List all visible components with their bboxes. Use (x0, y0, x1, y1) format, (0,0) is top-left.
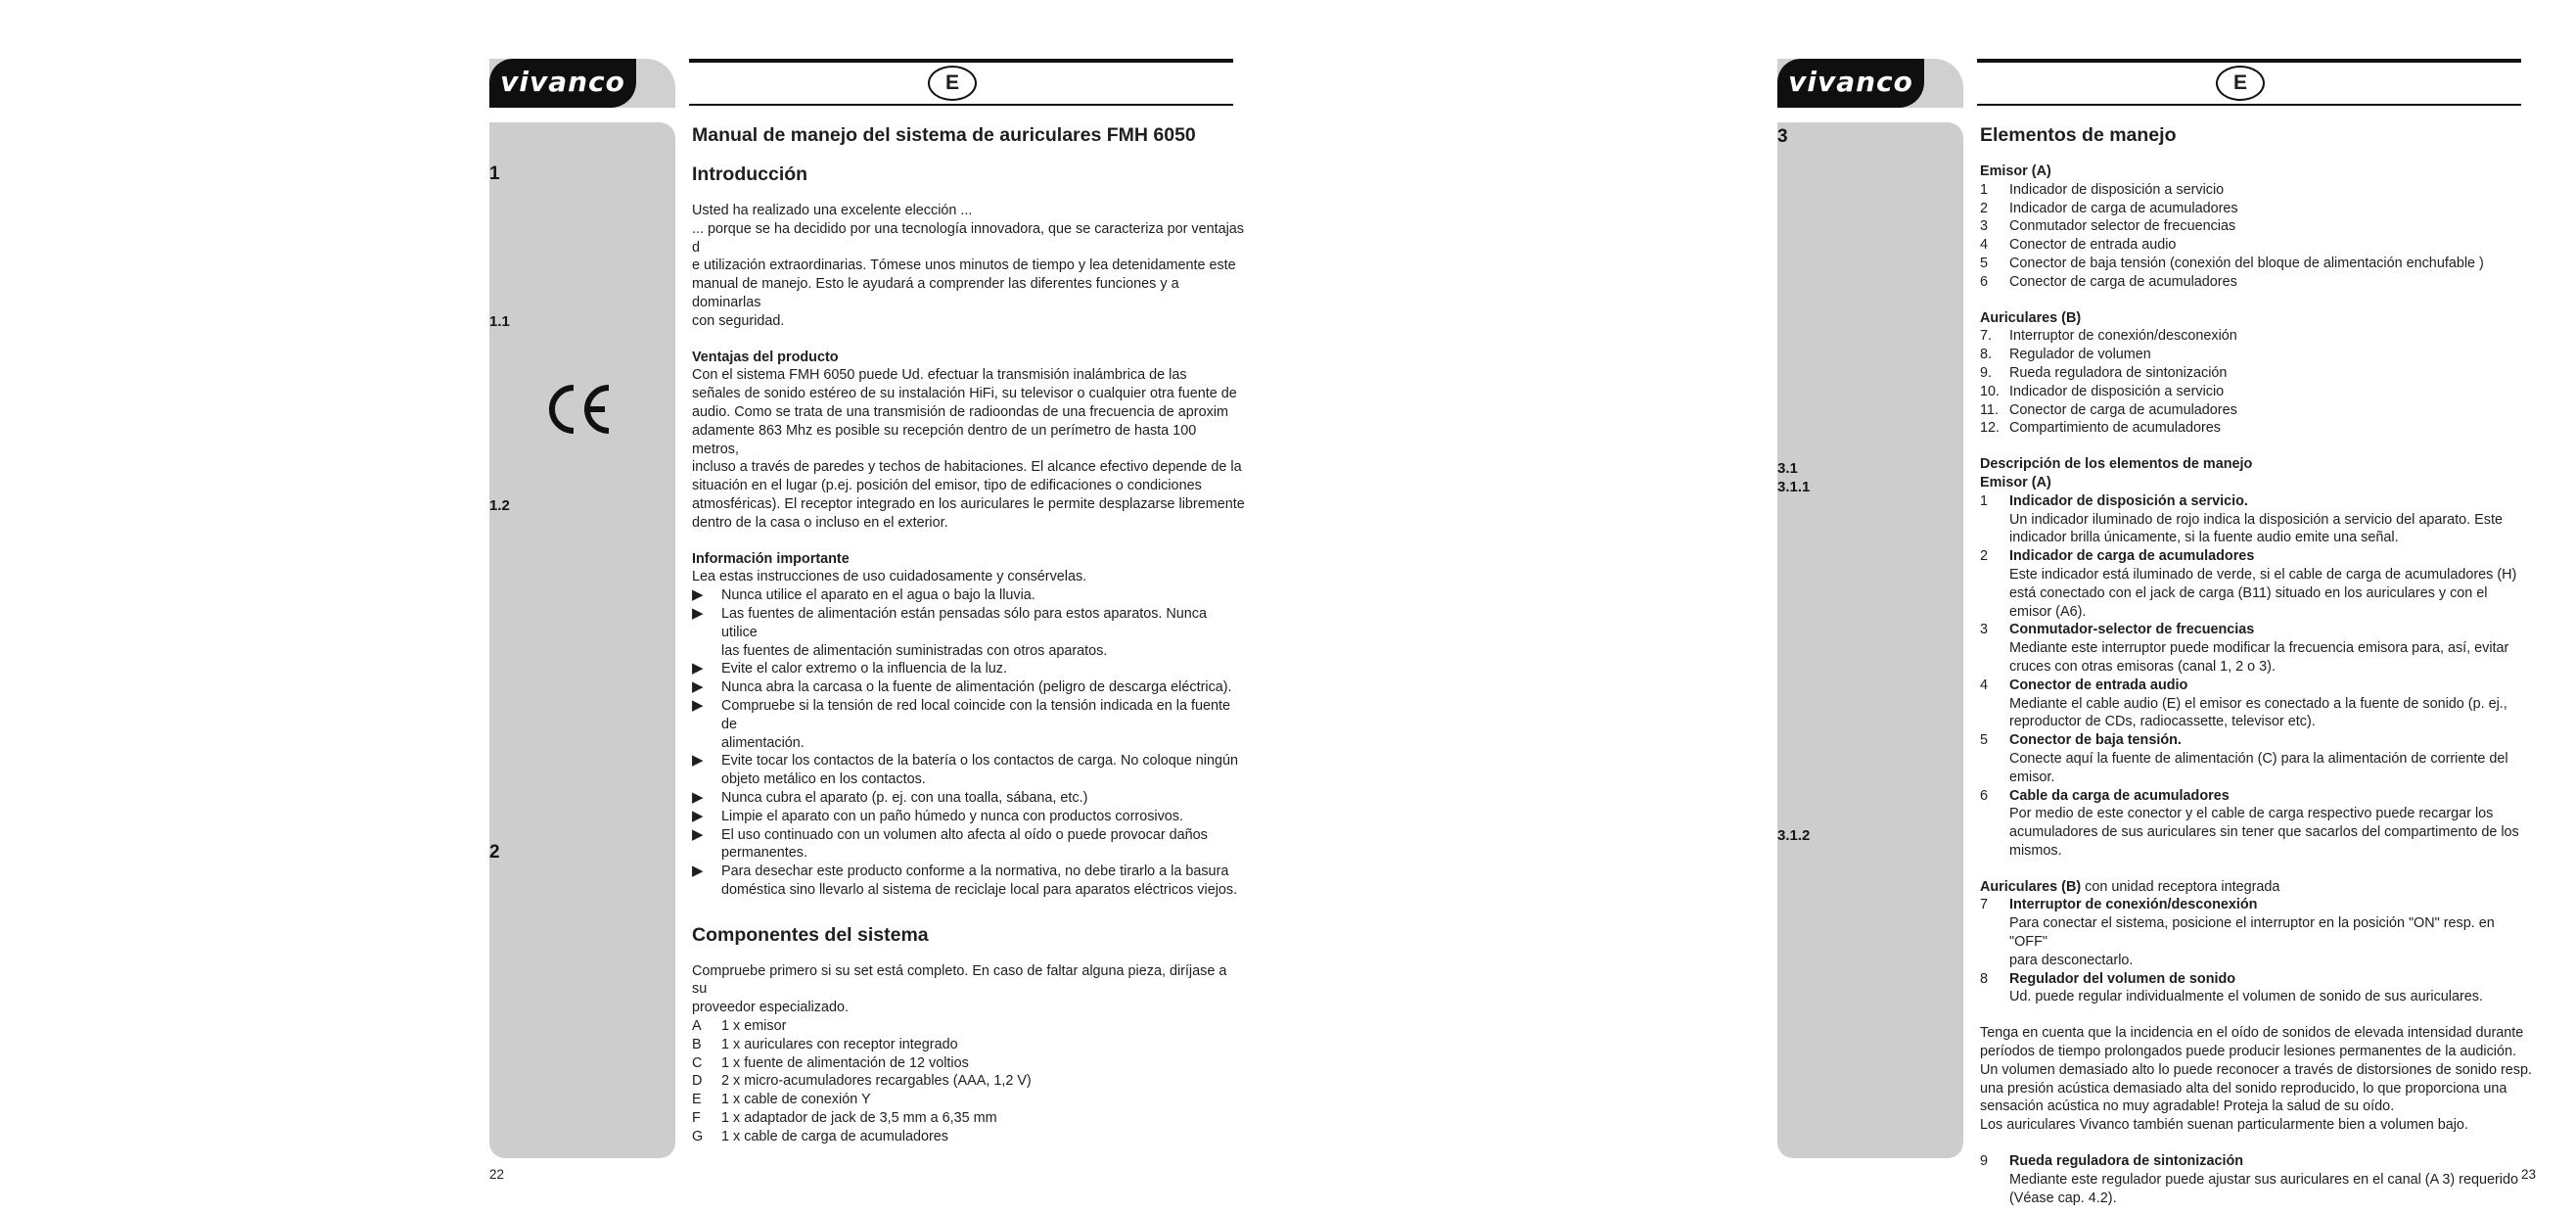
list-item-text: Conector de baja tensión (conexión del bloque de alimentación enchufable ) (2009, 255, 2484, 271)
auriculares-desc-list (1980, 896, 2533, 1006)
vivanco-logo (1777, 59, 1963, 108)
list-item (1980, 346, 2533, 364)
auriculares-list (1980, 327, 2533, 438)
list-item-key: 6 (1980, 273, 1989, 290)
description-item-body (2009, 621, 2533, 676)
bullet-arrow-icon: ▶ (692, 752, 704, 770)
list-item-text: 1 x adaptador de jack de 3,5 mm a 6,35 mm (721, 1110, 997, 1127)
list-item (1980, 327, 2533, 346)
header-rule-bottom (689, 104, 1233, 106)
bullet-item (692, 863, 1245, 900)
bullet-text: Nunca abra la carcasa o la fuente de alimentación (peligro de descarga eléctrica). (721, 679, 1232, 696)
description-item-title: Interruptor de conexión/desconexión (2009, 897, 2258, 913)
list-item-key: D (692, 1073, 703, 1090)
bullet-item (692, 605, 1245, 660)
list-item (1980, 236, 2533, 255)
description-item-line: Mediante el cable audio (E) el emisor es conectado a la fuente de sonido (p. ej., (2009, 695, 2507, 712)
bullet-item (692, 660, 1245, 678)
bullet-text: Limpie el aparato con un paño húmedo y nunca con productos corrosivos. (721, 808, 1183, 824)
componentes-list (692, 1017, 1245, 1146)
componentes-heading: Componentes del sistema (692, 923, 929, 946)
list-item (692, 1036, 1245, 1054)
list-item-key: 5 (1980, 255, 1989, 271)
ventajas-text: Con el sistema FMH 6050 puede Ud. efectuar la transmisión inalámbrica de las señales de sonido estéreo de su instalación HiFi, su televisor o cualquier otra fuente de audio. Como se trata de una transmisión de radioondas de una frecuencia de aproxim adamente 863 Mhz es posible su recepción dentro de un perímetro de hasta 100 metros, incluso a través de paredes y techos de habitaciones. El alcance efectivo depende de la situación en el lugar (p.ej. posición del emisor, tipo de edificaciones o condiciones atmosféricas). El receptor integrado en los auriculares le permite desplazarse libremente dentro de la casa o incluso en el exterior. (692, 367, 1245, 531)
right-content (1980, 123, 2533, 1207)
section-number: 2 (489, 842, 500, 863)
bullet-text: Compruebe si la tensión de red local coincide con la tensión indicada en la fuente de alimentación. (721, 697, 1230, 751)
list-item (1980, 217, 2533, 236)
bullet-item (692, 808, 1245, 826)
description-item-body (2009, 547, 2533, 621)
description-item-key: 3 (1980, 622, 1989, 638)
list-item (1980, 401, 2533, 420)
description-item-title: Indicador de disposición a servicio. (2009, 492, 2248, 509)
list-item-text: Rueda reguladora de sintonización (2009, 364, 2228, 381)
list-item-key: 12. (1980, 420, 2001, 437)
list-item-key: 9. (1980, 364, 1993, 381)
list-item-key: G (692, 1128, 704, 1144)
list-item-text: 2 x micro-acumuladores recargables (AAA, 1,2 V) (721, 1073, 1032, 1090)
language-badge: E (2216, 66, 2265, 101)
vivanco-logo (489, 59, 675, 108)
list-item-text: 1 x fuente de alimentación de 12 voltios (721, 1054, 969, 1071)
componentes-intro: Compruebe primero si su set está completo. En caso de faltar alguna pieza, diríjase a su proveedor especializado. (692, 962, 1227, 1016)
section-number: 1.1 (489, 313, 510, 330)
info-bullet-list (692, 586, 1245, 900)
bullet-text: Evite el calor extremo o la influencia de la luz. (721, 661, 1007, 677)
manual-title: Manual de manejo del sistema de auriculares FMH 6050 (692, 124, 1196, 146)
header-rule-top (1977, 59, 2521, 63)
description-item-key: 8 (1980, 970, 1989, 987)
list-item-text: Compartimiento de acumuladores (2009, 420, 2221, 437)
list-item-text: Conector de entrada audio (2009, 237, 2177, 254)
section-number: 3.1.2 (1777, 827, 1811, 844)
list-item-text: Conector de carga de acumuladores (2009, 273, 2237, 290)
list-item-text: Regulador de volumen (2009, 347, 2151, 363)
bullet-text: Nunca cubra el aparato (p. ej. con una toalla, sábana, etc.) (721, 789, 1088, 806)
list-item (692, 1054, 1245, 1073)
list-item (1980, 419, 2533, 438)
section-number: 3.1.1 (1777, 479, 1811, 495)
bullet-arrow-icon: ▶ (692, 678, 704, 696)
bullet-arrow-icon: ▶ (692, 696, 704, 714)
list-item-key: 3 (1980, 218, 1989, 235)
ce-mark-icon (544, 382, 615, 437)
list-item-text: Indicador de disposición a servicio (2009, 383, 2225, 399)
list-item-key: 4 (1980, 237, 1989, 254)
list-item (1980, 364, 2533, 383)
description-item-body (2009, 896, 2533, 969)
description-item-title: Cable da carga de acumuladores (2009, 787, 2230, 804)
list-item (1980, 273, 2533, 292)
section-number: 3.1 (1777, 460, 1798, 477)
description-item (1980, 621, 2533, 676)
descripcion-list (1980, 492, 2533, 861)
description-item-title: Conector de baja tensión. (2009, 732, 2182, 749)
bullet-item (692, 752, 1245, 789)
description-item-line: para desconectarlo. (2009, 952, 2134, 968)
page-number: 23 (2521, 1167, 2537, 1182)
list-item-key: 2 (1980, 200, 1989, 216)
list-item-text: Interruptor de conexión/desconexión (2009, 328, 2237, 345)
bullet-text: Para desechar este producto conforme a la normativa, no debe tirarlo a la basura doméstica sino llevarlo al sistema de reciclaje local para aparatos eléctricos viejos. (721, 864, 1238, 898)
list-item-key: C (692, 1054, 703, 1071)
ventajas-heading: Ventajas del producto (692, 349, 839, 365)
language-badge: E (928, 66, 977, 101)
info-heading: Información importante (692, 550, 850, 567)
description-item (1980, 970, 2533, 1007)
list-item-text: Conector de carga de acumuladores (2009, 401, 2237, 418)
list-item (692, 1091, 1245, 1109)
description-item-line: Ud. puede regular individualmente el volumen de sonido de sus auriculares. (2009, 989, 2483, 1005)
description-item-key: 7 (1980, 897, 1989, 913)
list-item-text: Conmutador selector de frecuencias (2009, 218, 2236, 235)
list-item-key: B (692, 1036, 702, 1052)
description-item-key: 2 (1980, 548, 1989, 565)
description-item-line: indicador brilla únicamente, si la fuente audio emite una señal. (2009, 530, 2399, 546)
logo-text: vivanco (1788, 66, 1913, 98)
description-item (1980, 787, 2533, 861)
info-intro: Lea estas instrucciones de uso cuidadosamente y consérvelas. (692, 569, 1087, 585)
list-item-key: E (692, 1092, 702, 1108)
description-item-key: 4 (1980, 677, 1989, 693)
description-item-body (2009, 970, 2533, 1007)
bullet-arrow-icon: ▶ (692, 825, 704, 843)
section-number: 1 (489, 163, 500, 184)
description-item-body (2009, 731, 2533, 786)
description-item-title: Regulador del volumen de sonido (2009, 970, 2236, 987)
list-item-key: F (692, 1110, 701, 1127)
description-item-body (2009, 677, 2533, 731)
bullet-item (692, 789, 1245, 808)
description-item-line: acumuladores de sus auriculares sin tener que sacarlos del compartimento de los mismos. (2009, 824, 2519, 859)
description-item-line: cruces con otras emisoras (canal 1, 2 o 3). (2009, 658, 2276, 675)
list-item-text: 1 x auriculares con receptor integrado (721, 1036, 958, 1052)
list-item-text: Indicador de disposición a servicio (2009, 181, 2225, 198)
description-item (1980, 547, 2533, 621)
bullet-arrow-icon: ▶ (692, 788, 704, 806)
list-item-key: 8. (1980, 347, 1993, 363)
bullet-arrow-icon: ▶ (692, 586, 704, 604)
description-item-key: 5 (1980, 732, 1989, 749)
left-content (692, 123, 1245, 1146)
logo-text: vivanco (500, 66, 625, 98)
right-page (1288, 0, 2576, 1214)
sidebar-column (1777, 122, 1963, 1158)
bullet-item (692, 697, 1245, 752)
list-item-key: 10. (1980, 383, 2001, 399)
list-item (692, 1128, 1245, 1146)
list-item-key: A (692, 1018, 702, 1035)
list-item-text: Indicador de carga de acumuladores (2009, 200, 2238, 216)
bullet-text: Las fuentes de alimentación están pensadas sólo para estos aparatos. Nunca utilice las fuentes de alimentación suministradas con otros aparatos. (721, 605, 1207, 659)
description-item (1980, 731, 2533, 786)
list-item (692, 1017, 1245, 1036)
description-item (1980, 492, 2533, 547)
description-item-line: Mediante este interruptor puede modificar la frecuencia emisora para, así, evitar (2009, 640, 2509, 657)
list-item (1980, 255, 2533, 273)
bullet-item (692, 586, 1245, 605)
bullet-item (692, 826, 1245, 864)
sidebar-column (489, 122, 675, 1158)
rueda-item: 9 Rueda reguladora de sintonización Mediante este regulador puede ajustar sus auriculares en el canal (A 3) requerido (Véase cap. 4.2). (1980, 1153, 2518, 1206)
description-item (1980, 896, 2533, 969)
description-item-line: Este indicador está iluminado de verde, si el cable de carga de acumuladores (H) (2009, 566, 2517, 583)
page-number: 22 (489, 1167, 505, 1182)
description-item-key: 1 (1980, 492, 1989, 509)
bullet-item (692, 678, 1245, 697)
auriculares-desc-heading: Auriculares (B) con unidad receptora integrada (1980, 878, 2280, 895)
description-item-line: Para conectar el sistema, posicione el interruptor en la posición "ON" resp. en "OFF" (2009, 915, 2495, 951)
list-item (692, 1109, 1245, 1128)
intro-heading: Introducción (692, 163, 808, 185)
section-number: 1.2 (489, 497, 510, 514)
emisor-list (1980, 181, 2533, 292)
bullet-arrow-icon: ▶ (692, 807, 704, 824)
list-item-text: 1 x cable de conexión Y (721, 1092, 871, 1108)
bullet-arrow-icon: ▶ (692, 604, 704, 622)
list-item-key: 1 (1980, 181, 1989, 198)
section-number: 3 (1777, 126, 1788, 147)
list-item-text: 1 x emisor (721, 1018, 787, 1035)
elementos-heading: Elementos de manejo (1980, 124, 2177, 146)
bullet-text: El uso continuado con un volumen alto afecta al oído o puede provocar daños permanentes. (721, 826, 1208, 862)
description-item-line: Por medio de este conector y el cable de carga respectivo puede recargar los (2009, 806, 2494, 822)
auriculares-heading: Auriculares (B) (1980, 309, 2082, 326)
emisor-heading: Emisor (A) (1980, 163, 2051, 179)
bullet-text: Evite tocar los contactos de la batería o los contactos de carga. No coloque ningún objeto metálico en los contactos. (721, 753, 1238, 788)
bullet-arrow-icon: ▶ (692, 863, 704, 880)
list-item-text: 1 x cable de carga de acumuladores (721, 1128, 948, 1144)
description-item-title: Conector de entrada audio (2009, 677, 2188, 693)
list-item-key: 7. (1980, 328, 1993, 345)
header-rule-top (689, 59, 1233, 63)
description-item (1980, 677, 2533, 731)
descripcion-heading: Descripción de los elementos de manejo (1980, 456, 2253, 473)
list-item (1980, 383, 2533, 401)
hearing-warning: Tenga en cuenta que la incidencia en el oído de sonidos de elevada intensidad durante períodos de tiempo prolongados puede producir lesiones permanentes de la audición. Un volumen demasiado alto lo puede reconocer a través de distorsiones de sonido resp. una presión acústica demasiado alta del sonido reproducido, lo que proporciona una sensación acústica no muy agradable! Proteja la salud de su oído. Los auriculares Vivanco también suenan particularmente bien a volumen bajo. (1980, 1025, 2532, 1134)
description-item-line: reproductor de CDs, radiocassette, televisor etc). (2009, 714, 2316, 730)
description-item-title: Conmutador-selector de frecuencias (2009, 622, 2255, 638)
description-item-line: Un indicador iluminado de rojo indica la disposición a servicio del aparato. Este (2009, 511, 2503, 528)
list-item (1980, 181, 2533, 200)
description-item-title: Indicador de carga de acumuladores (2009, 548, 2255, 565)
intro-text: Usted ha realizado una excelente elección ... ... porque se ha decidido por una tecnología innovadora, que se caracteriza por ventajas d e utilización extraordinarias. Tómese unos minutos de tiempo y lea detenidamente este manual de manejo. Esto le ayudará a comprender las diferentes funciones y a dominarlas con seguridad. (692, 203, 1245, 329)
description-item-key: 6 (1980, 787, 1989, 804)
header-rule-bottom (1977, 104, 2521, 106)
descripcion-subheading: Emisor (A) (1980, 474, 2051, 490)
bullet-text: Nunca utilice el aparato en el agua o bajo la lluvia. (721, 587, 1035, 604)
list-item-key: 11. (1980, 401, 1999, 418)
list-item (1980, 200, 2533, 218)
bullet-arrow-icon: ▶ (692, 660, 704, 677)
description-item-line: Conecte aquí la fuente de alimentación (C) para la alimentación de corriente del emisor. (2009, 750, 2508, 785)
description-item-line: está conectado con el jack de carga (B11) situado en los auriculares y con el emisor (A6). (2009, 584, 2488, 620)
description-item-body (2009, 492, 2533, 547)
list-item (692, 1072, 1245, 1091)
description-item-body (2009, 787, 2533, 861)
